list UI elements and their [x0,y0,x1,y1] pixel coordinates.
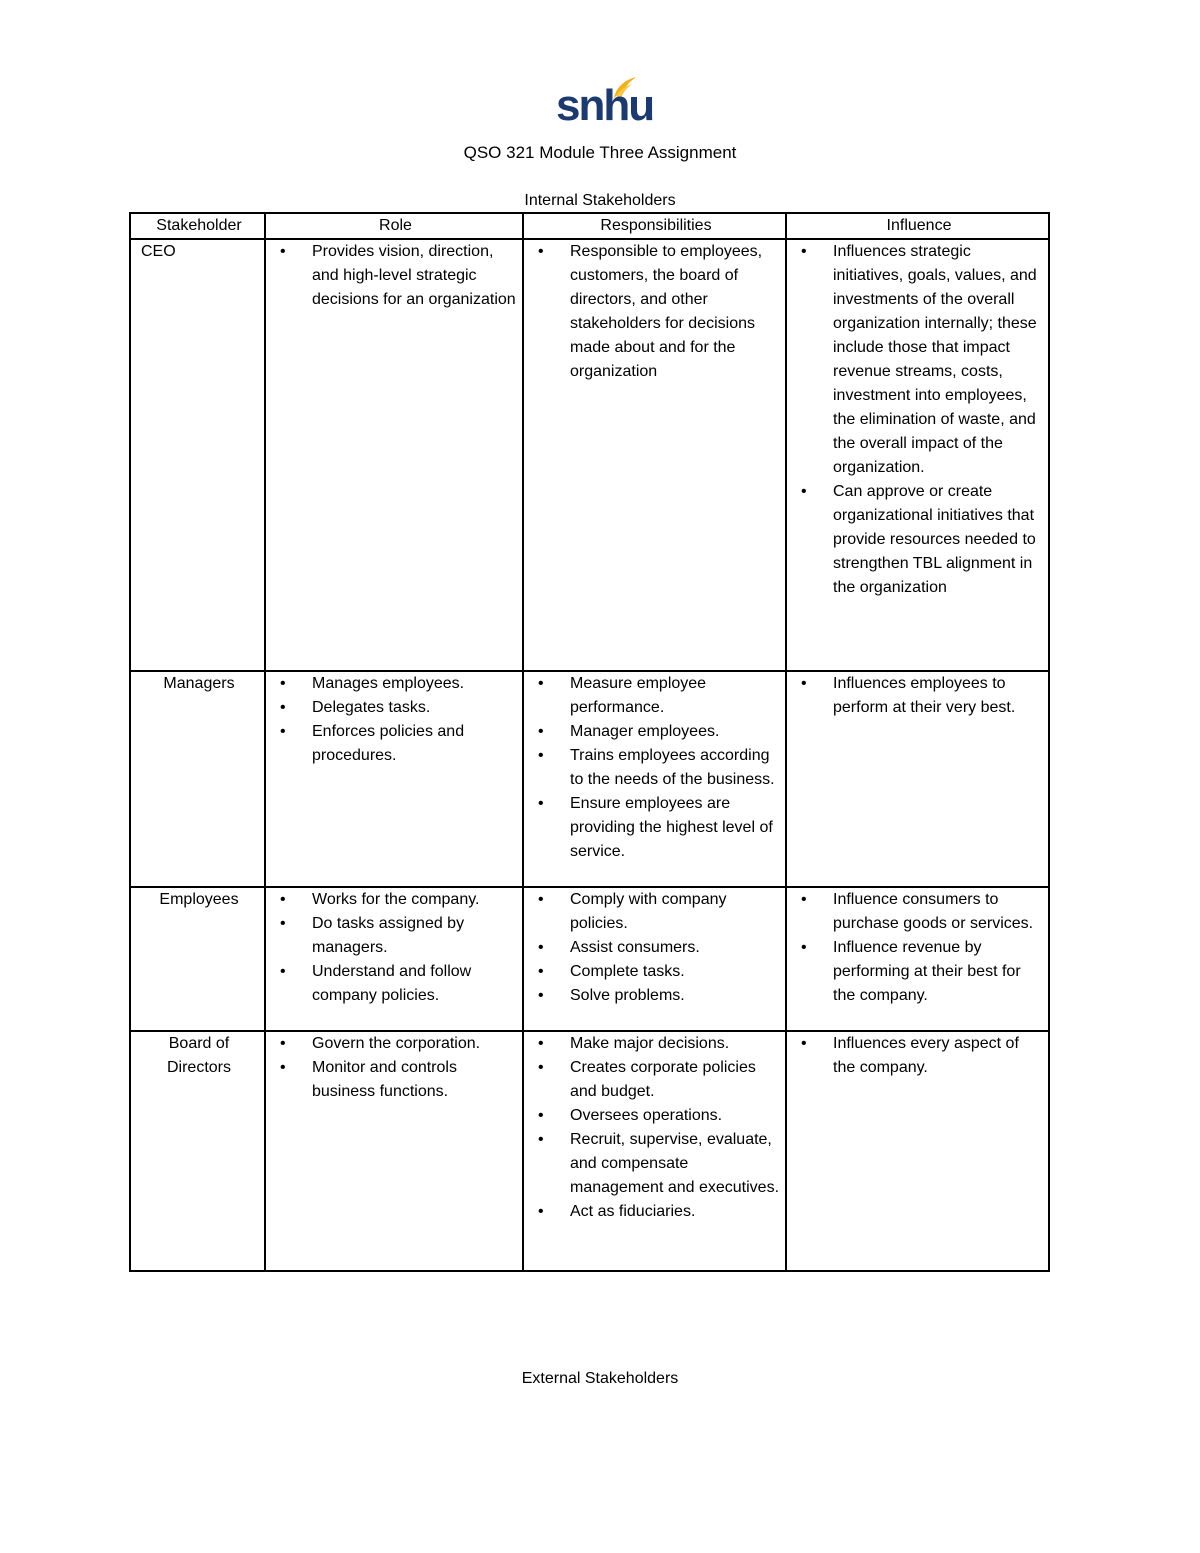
influence-cell [786,1031,1049,1271]
influence-list [795,240,1043,600]
role-list [274,240,517,312]
responsibilities-list [532,1032,780,1224]
list-item: • Trains employees according to the needs of the business. [570,744,780,792]
column-header-responsibilities: Responsibilities [523,213,786,239]
list-item: • Govern the corporation. [312,1032,517,1056]
column-header-stakeholder: Stakeholder [130,213,265,239]
list-item: • Influence consumers to purchase goods or services. [833,888,1043,936]
table-row [130,671,1049,887]
table-row [130,887,1049,1031]
column-header-influence: Influence [786,213,1049,239]
list-item: • Influences every aspect of the company. [833,1032,1043,1080]
list-item: • Influence revenue by performing at their best for the company. [833,936,1043,1008]
list-item: • Delegates tasks. [312,696,517,720]
influence-cell [786,887,1049,1031]
logo-wordmark: snhu [556,81,654,130]
responsibilities-list [532,888,780,1008]
stakeholder-name: Board of Directors [130,1031,265,1271]
role-cell [265,887,523,1031]
stakeholder-name: Employees [130,887,265,1031]
responsibilities-cell [523,887,786,1031]
role-cell [265,1031,523,1271]
role-list [274,888,517,1008]
responsibilities-cell [523,1031,786,1271]
influence-cell [786,239,1049,671]
role-list [274,1032,517,1104]
list-item: • Enforces policies and procedures. [312,720,517,768]
influence-list [795,1032,1043,1080]
responsibilities-list [532,240,780,384]
list-item: • Recruit, supervise, evaluate, and compensate management and executives. [570,1128,780,1200]
list-item: • Understand and follow company policies. [312,960,517,1008]
stakeholder-name: Managers [130,671,265,887]
list-item: • Oversees operations. [570,1104,780,1128]
list-item: • Can approve or create organizational initiatives that provide resources needed to strengthen TBL alignment in the organization [833,480,1043,600]
list-item: • Works for the company. [312,888,517,912]
role-list [274,672,517,768]
list-item: • Influences strategic initiatives, goals, values, and investments of the overall organization internally; these include those that impact revenue streams, costs, investment into employees, the elimination of waste, and the overall impact of the organization. [833,240,1043,480]
influence-list [795,888,1043,1008]
stakeholder-name: CEO [130,239,265,671]
internal-stakeholders-table [129,212,1050,1272]
list-item: • Assist consumers. [570,936,780,960]
list-item: • Manages employees. [312,672,517,696]
role-cell [265,239,523,671]
external-stakeholders-heading: External Stakeholders [521,1370,679,1387]
list-item: • Do tasks assigned by managers. [312,912,517,960]
list-item: • Provides vision, direction, and high-level strategic decisions for an organization [312,240,517,312]
document-title: QSO 321 Module Three Assignment [463,143,737,162]
responsibilities-cell [523,671,786,887]
table-row [130,239,1049,671]
list-item: • Monitor and controls business functions. [312,1056,517,1104]
internal-stakeholders-heading: Internal Stakeholders [524,192,676,209]
list-item: • Solve problems. [570,984,780,1008]
list-item: • Measure employee performance. [570,672,780,720]
table-row [130,1031,1049,1271]
list-item: • Creates corporate policies and budget. [570,1056,780,1104]
list-item: • Complete tasks. [570,960,780,984]
list-item: • Manager employees. [570,720,780,744]
snhu-logo [556,74,654,132]
influence-list [795,672,1043,720]
responsibilities-cell [523,239,786,671]
list-item: • Responsible to employees, customers, the board of directors, and other stakeholders for decisions made about and for the organization [570,240,780,384]
list-item: • Ensure employees are providing the highest level of service. [570,792,780,864]
role-cell [265,671,523,887]
list-item: • Comply with company policies. [570,888,780,936]
list-item: • Influences employees to perform at their very best. [833,672,1043,720]
column-header-role: Role [265,213,523,239]
responsibilities-list [532,672,780,864]
list-item: • Make major decisions. [570,1032,780,1056]
list-item: • Act as fiduciaries. [570,1200,780,1224]
table-header-row [130,213,1049,239]
influence-cell [786,671,1049,887]
